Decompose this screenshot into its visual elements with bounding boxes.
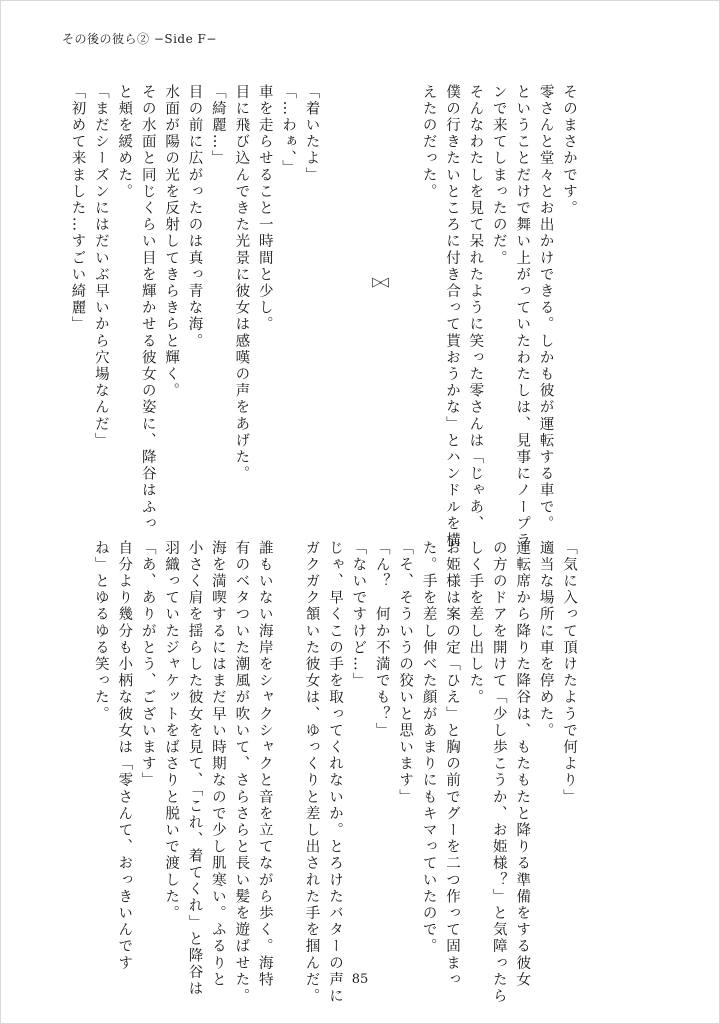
text-line: 自分より幾分も小柄な彼女は「零さんて、おっきいんです — [116, 540, 133, 972]
blank-line — [276, 540, 299, 970]
text-line: 「初めて来ました…すごい綺麗」 — [69, 84, 86, 333]
blank-line — [369, 84, 392, 524]
text-line: 「ん？ 何か不満でも？」 — [373, 540, 390, 740]
text-line: 「そ、そういうの狡いと思います」 — [397, 540, 414, 806]
text-line: しく手を差し出した。 — [467, 540, 484, 706]
blank-line — [323, 84, 346, 524]
text-line: 「…わぁ、」 — [280, 84, 297, 177]
text-line: 「気に入って頂けたようで何より」 — [561, 540, 577, 806]
text-line: 誰もいない海岸をシャクシャクと音を立てながら歩く。海特 — [256, 540, 273, 989]
running-header: その後の彼ら② −Side F− — [62, 32, 217, 46]
text-line: 目の前に広がったのは真っ青な海。 — [186, 84, 203, 350]
text-line: 小さく肩を揺らした彼女を見て、「これ、着てくれ」と降谷は — [186, 540, 203, 998]
text-line: の方のドアを開けて「少し歩こうか、お姫様？」と気障ったら — [490, 540, 507, 1005]
text-line: た。手を差し伸べた顔があまりにもキマっていたので。 — [420, 540, 437, 955]
text-line: 羽織っていたジャケットをばさりと脱いで渡した。 — [163, 540, 180, 922]
text-line: 「ないですけど…」 — [350, 540, 367, 690]
page-number: 85 — [351, 972, 369, 987]
text-line: ンで来てしまったのだ。 — [490, 84, 507, 267]
text-line: 車を走らせること一時間と少し。 — [256, 84, 273, 333]
text-line: 目に飛び込んできた光景に彼女は感嘆の声をあげた。 — [233, 84, 250, 483]
text-line: 「綺麗…」 — [209, 84, 226, 167]
text-line: 海を満喫するにはまだ早い時期なので少し肌寒い。ふるりと — [209, 540, 226, 989]
text-line: 零さんと堂々とお出かけできる。しかも彼が運転する車で。 — [537, 84, 554, 533]
text-line: 「あ、ありがとう、ございます」 — [139, 540, 156, 789]
text-line: 「着いたよ」 — [303, 84, 320, 184]
text-line: 運転席から降りた降谷は、もたもたと降りる準備をする彼女 — [514, 540, 531, 989]
text-line: 僕の行きたいところに付き合って貰おうかな」とハンドルを構 — [443, 84, 460, 549]
text-line: じゃ、早くこの手を取ってくれないか。とろけたバターの声に — [326, 540, 343, 1005]
text-line: ガクガク頷いた彼女は、ゆっくりと差し出された手を掴んだ。 — [303, 540, 320, 1005]
text-line: と頬を緩めた。 — [116, 84, 133, 201]
text-line: その水面と同じくらい目を輝かせる彼女の姿に、降谷はふっ — [139, 84, 156, 533]
text-line: ね」とゆるゆる笑った。 — [92, 540, 109, 723]
text-line: そのまさかです。 — [561, 84, 577, 217]
scene-divider: ▷◁ — [372, 275, 386, 290]
text-line: お姫様は案の定「ひえ」と胸の前でグーを二つ作って固まっ — [443, 540, 460, 989]
text-line: 適当な場所に車を停めた。 — [537, 540, 554, 740]
text-line: そんなわたしを見て呆れたように笑った零さんは「じゃあ、 — [467, 84, 484, 533]
blank-line — [393, 84, 416, 524]
text-line: 「まだシーズンにはだいぶ早いから穴場なんだ」 — [92, 84, 109, 450]
text-line: ということだけで舞い上がっていたわたしは、見事にノープラ — [514, 84, 531, 549]
text-line: 水面が陽の光を反射してきらきらと輝く。 — [163, 84, 180, 400]
blank-line — [346, 84, 369, 524]
text-block-upper — [65, 84, 580, 549]
text-line: えたのだった。 — [420, 84, 437, 201]
text-line: 有のベタついた潮風が吹いて、さらさらと長い髪を遊ばせた。 — [233, 540, 250, 1005]
